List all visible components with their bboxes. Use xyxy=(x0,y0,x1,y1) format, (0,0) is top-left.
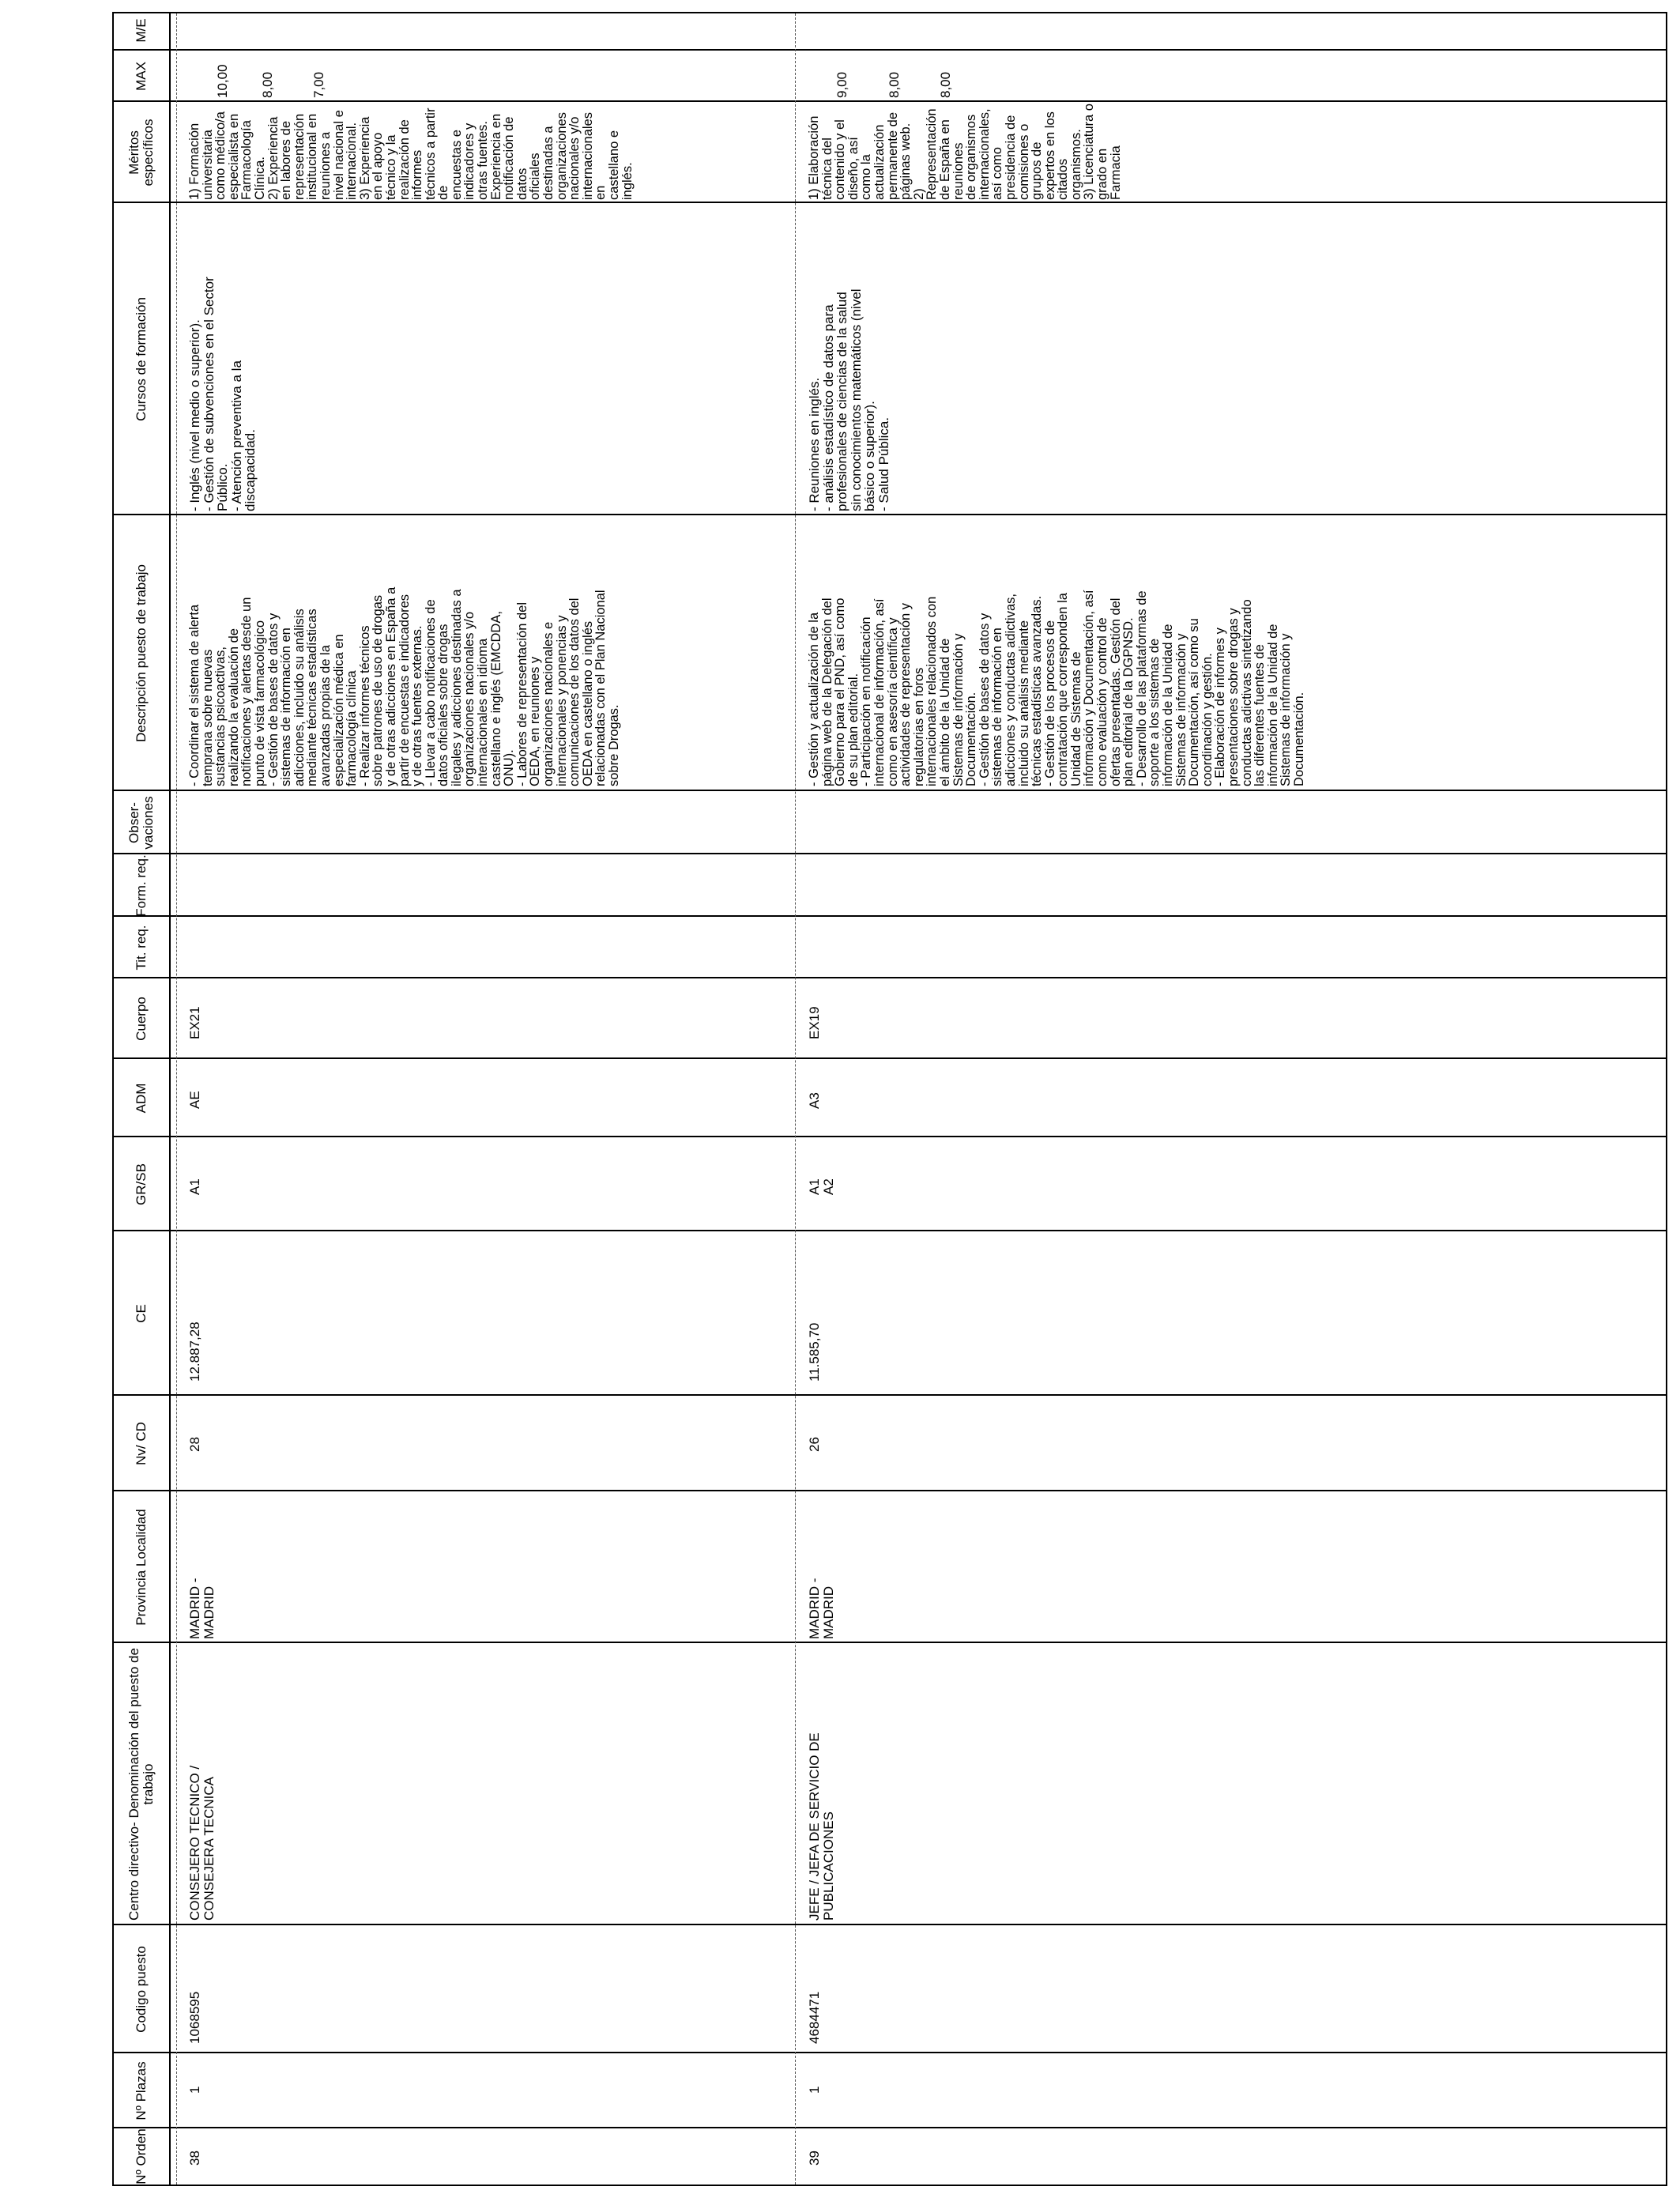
cell-provincia: MADRID - MADRID xyxy=(807,1578,836,1639)
header-grsb: GR/SB xyxy=(134,1163,149,1205)
header-centro: Centro directivo- Denominación del puesto de trabajo xyxy=(126,1648,156,1921)
max-value: 8,00 xyxy=(259,71,275,98)
header-max: MAX xyxy=(134,62,149,91)
header-nvcd: Nv/ CD xyxy=(134,1422,149,1465)
cell-max xyxy=(188,64,354,98)
cell-nvcd: 26 xyxy=(807,1437,822,1452)
cell-plazas: 1 xyxy=(187,2086,202,2094)
cell-plazas: 1 xyxy=(807,2086,822,2094)
cell-cuerpo: EX21 xyxy=(187,1006,202,1039)
cell-orden: 39 xyxy=(807,2151,822,2166)
header-tit: Tit. req. xyxy=(134,925,149,971)
cell-nvcd: 28 xyxy=(187,1437,202,1452)
cell-cursos: - Inglés (nivel medio o superior). - Gestión de subvenciones en el Sector Público. - Atención preventiva a la discapacidad. xyxy=(187,277,258,511)
cell-grsb: A1 xyxy=(187,1178,202,1195)
header-plazas: Nº Plazas xyxy=(134,2061,149,2120)
cell-max xyxy=(808,68,981,98)
cell-ce: 12.887,28 xyxy=(187,1321,202,1382)
cell-orden: 38 xyxy=(187,2151,202,2166)
header-provincia: Provincia Localidad xyxy=(134,1509,149,1626)
cell-desc: - Coordinar el sistema de alerta temprana sobre nuevas sustancias psicoactivas, realizando la evaluación de notificaciones y alertas desde un punto de vista farmacológico - Gestión de bases de datos y sistemas de información en adicciones, incluido su análisis mediante técnicas estadísticas avanzadas propias de la especialización médica en farmacología clínica - Realizar informes técnicos sobre patrones de uso de drogas y de otras adicciones en España a partir de encuestas e indicadores y de otras fuentes externas. - Llevar a cabo notificaciones de datos oficiales sobre drogas ilegales y adicciones destinadas a organizaciones nacionales y/o internacionales en idioma castellano e inglés (EMCDDA, ONU). - Labores de representación del OEDA, en reuniones y organizaciones nacionales e internacionales y ponencias y comunicaciones de los datos del OEDA en castellano o inglés relacionadas con el Plan Nacional sobre Drogas. xyxy=(187,586,621,786)
header-adm: ADM xyxy=(134,1083,149,1114)
header-me: M/E xyxy=(134,18,149,43)
header-desc: Descripción puesto de trabajo xyxy=(134,564,149,742)
cell-centro: JEFE / JEFA DE SERVICIO DE PUBLICACIONES xyxy=(807,1732,836,1921)
header-meritos: Méritos específicos xyxy=(126,119,156,187)
header-cuerpo: Cuerpo xyxy=(134,997,149,1041)
document-page xyxy=(100,0,1680,2186)
cell-cursos: - Reuniones en inglés. - análisis estadístico de datos para profesionales de ciencias de la salud sin conocimientos matemáticos (nivel básico o superior). - Salud Pública. xyxy=(807,288,891,511)
cell-centro: CONSEJERO TECNICO / CONSEJERA TECNICA xyxy=(187,1765,217,1921)
cell-codigo: 1068595 xyxy=(187,1991,202,2044)
cell-ce: 11.585,70 xyxy=(807,1322,822,1382)
header-cursos: Cursos de formación xyxy=(134,297,149,421)
header-form: Form. req. xyxy=(134,854,149,917)
header-ce: CE xyxy=(134,1304,149,1323)
cell-provincia: MADRID - MADRID xyxy=(187,1578,217,1639)
max-value: 7,00 xyxy=(311,71,326,98)
max-value: 8,00 xyxy=(938,71,953,98)
cell-adm: AE xyxy=(187,1091,202,1109)
cell-desc: - Gestión y actualización de la página web de la Delegación del Gobierno para el PND, así como de su plan editorial. - Participación en notificación internacional de información, así como en asesoría científica y actividades de representación y regulatorias en foros internacionales relacionados con el ámbito de la Unidad de Sistemas de información y Documentación. - Gestión de bases de datos y sistemas de información en adicciones y conductas adictivas, incluido su análisis mediante técnicas estadísticas avanzadas. - Gestión de los procesos de contratación que corresponden la Unidad de Sistemas de información y Documentación, así como evaluación y control de ofertas presentadas. Gestión del plan editorial de la DGPNSD. - Desarrollo de las plataformas de soporte a los sistemas de información de la Unidad de Sistemas de información y Documentación, así como su coordinación y gestión. - Elaboración de informes y presentaciones sobre drogas y conductas adictivas sintetizando las diferentes fuentes de información de la Unidad de Sistemas de información y Documentación. xyxy=(807,590,1306,786)
cell-grsb: A1 A2 xyxy=(807,1178,836,1195)
positions-table xyxy=(112,12,1667,2186)
header-obs: Obser- vaciones xyxy=(126,796,156,850)
cell-meritos: 1) Elaboración técnica del contenido y el diseño, así como la actualización permanente de páginas web. 2) Representación de España en reuniones de organismos internacionales, así como presidencia de comisiones o grupos de expertos en los citados organismos. 3) Licenciatura o grado en Farmacia xyxy=(807,104,1123,200)
cell-codigo: 4684471 xyxy=(807,1991,822,2044)
max-value: 9,00 xyxy=(834,71,849,98)
header-orden: Nº Orden xyxy=(134,2128,149,2185)
cell-meritos: 1) Formación universitaria como médico/a especialista en Farmacología Clínica. 2) Experiencia en labores de representación institucional en reuniones a nivel nacional e internacional. 3) Experiencia en el apoyo técnico y la realización de informes técnicos a partir de encuestas e indicadores y otras fuentes. Experiencia en notificación de datos oficiales destinadas a organizaciones nacionales y/o internacionales en castellano e inglés. xyxy=(187,107,635,200)
cell-adm: A3 xyxy=(807,1092,822,1109)
header-codigo: Codigo puesto xyxy=(134,1946,149,2033)
max-value: 8,00 xyxy=(886,71,902,98)
cell-cuerpo: EX19 xyxy=(807,1006,822,1039)
max-value: 10,00 xyxy=(215,64,230,98)
